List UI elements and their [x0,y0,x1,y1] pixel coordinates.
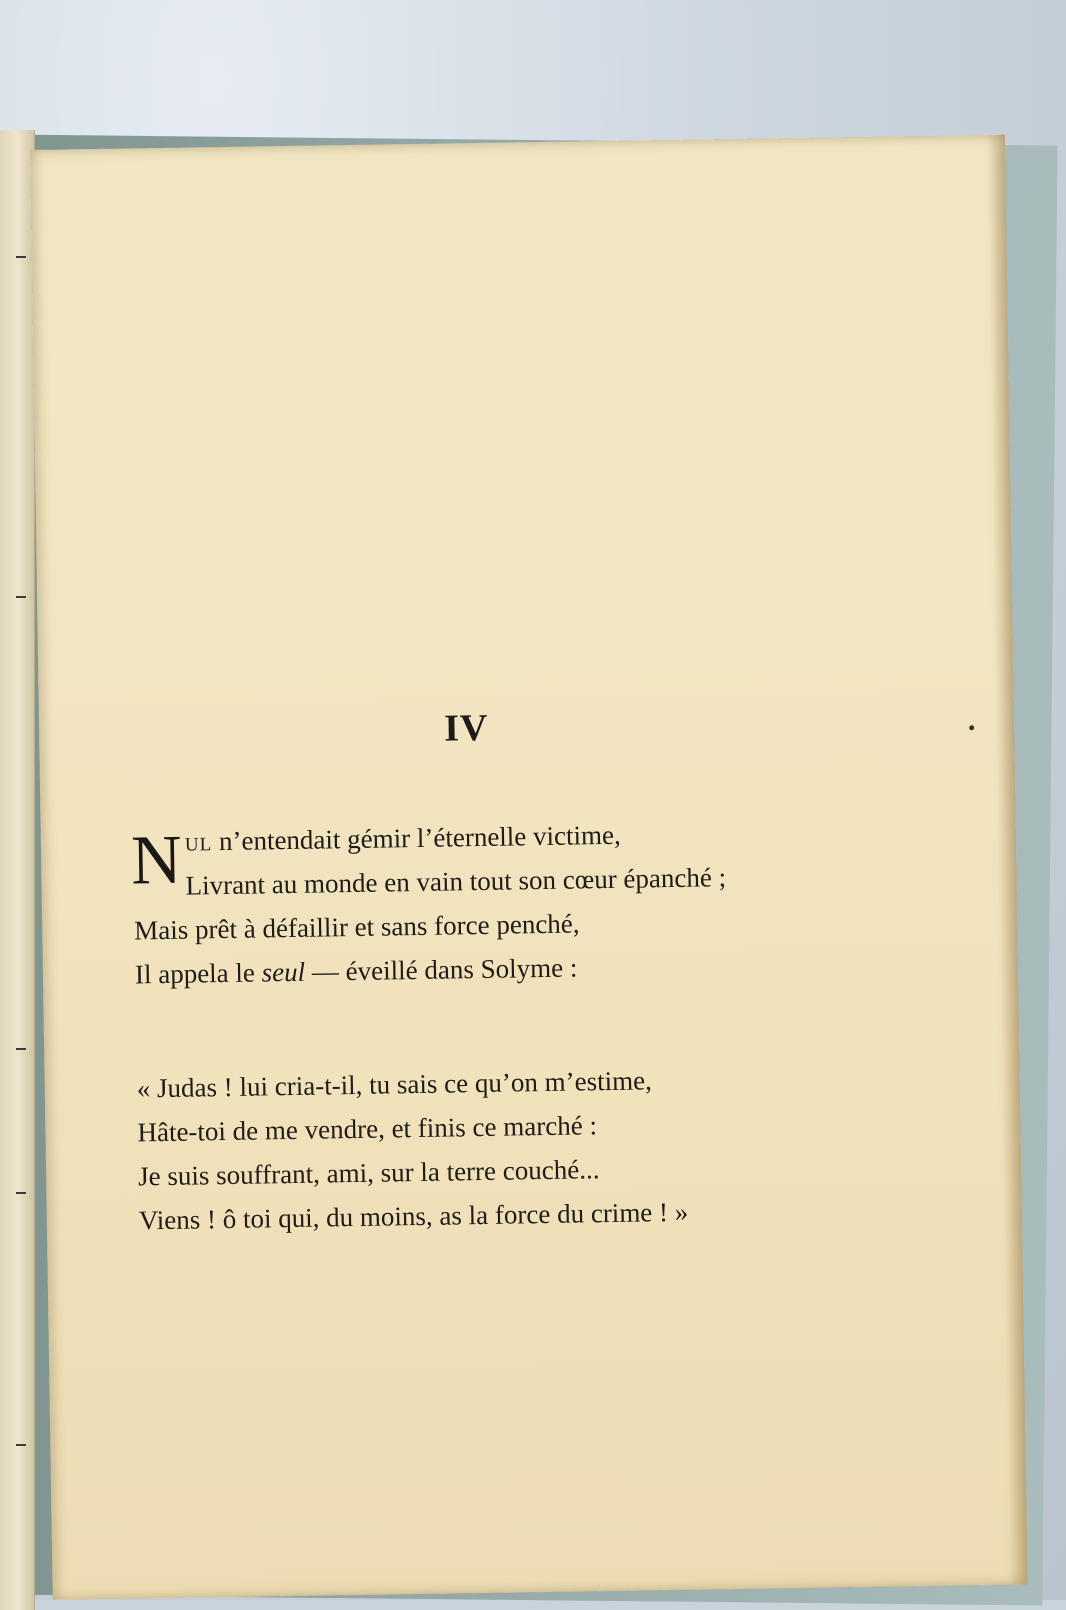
facing-page-edge [0,130,35,1610]
chapter-number: IV [443,706,489,750]
stanza-2 [136,1055,899,1243]
binding-stitch [16,596,26,598]
verse-text: n’entendait gémir l’éternelle victime, [211,819,621,857]
verse-line: Mais prêt à défaillir et sans force penché, [134,908,580,946]
binding-stitch [16,1048,26,1050]
binding-stitch [16,1192,26,1194]
verse-line: Je suis souffrant, ami, sur la terre couché... [137,1154,600,1192]
verse-line: « Judas ! lui cria-t-il, tu sais ce qu’on m’estime, [136,1065,653,1104]
verse-line: Viens ! ô toi qui, du moins, as la force du crime ! » [138,1196,689,1236]
verse-line: Hâte-toi de me vendre, et finis ce marché : [137,1110,598,1148]
drop-cap: N [130,821,183,900]
verse-line: Livrant au monde en vain tout son cœur épanché ; [185,862,727,901]
binding-stitch [16,1444,26,1446]
poem [130,809,900,1243]
binding-stitch [16,256,26,258]
verse-text: Il appela le [134,957,262,990]
ink-speck [969,725,974,730]
stanza-1 [130,809,896,997]
book-page [30,135,1028,1600]
verse-text: — éveillé dans Solyme : [304,952,578,987]
verse-italic-word: seul [261,956,306,988]
verse-opening-smallcaps: ul [184,826,213,857]
